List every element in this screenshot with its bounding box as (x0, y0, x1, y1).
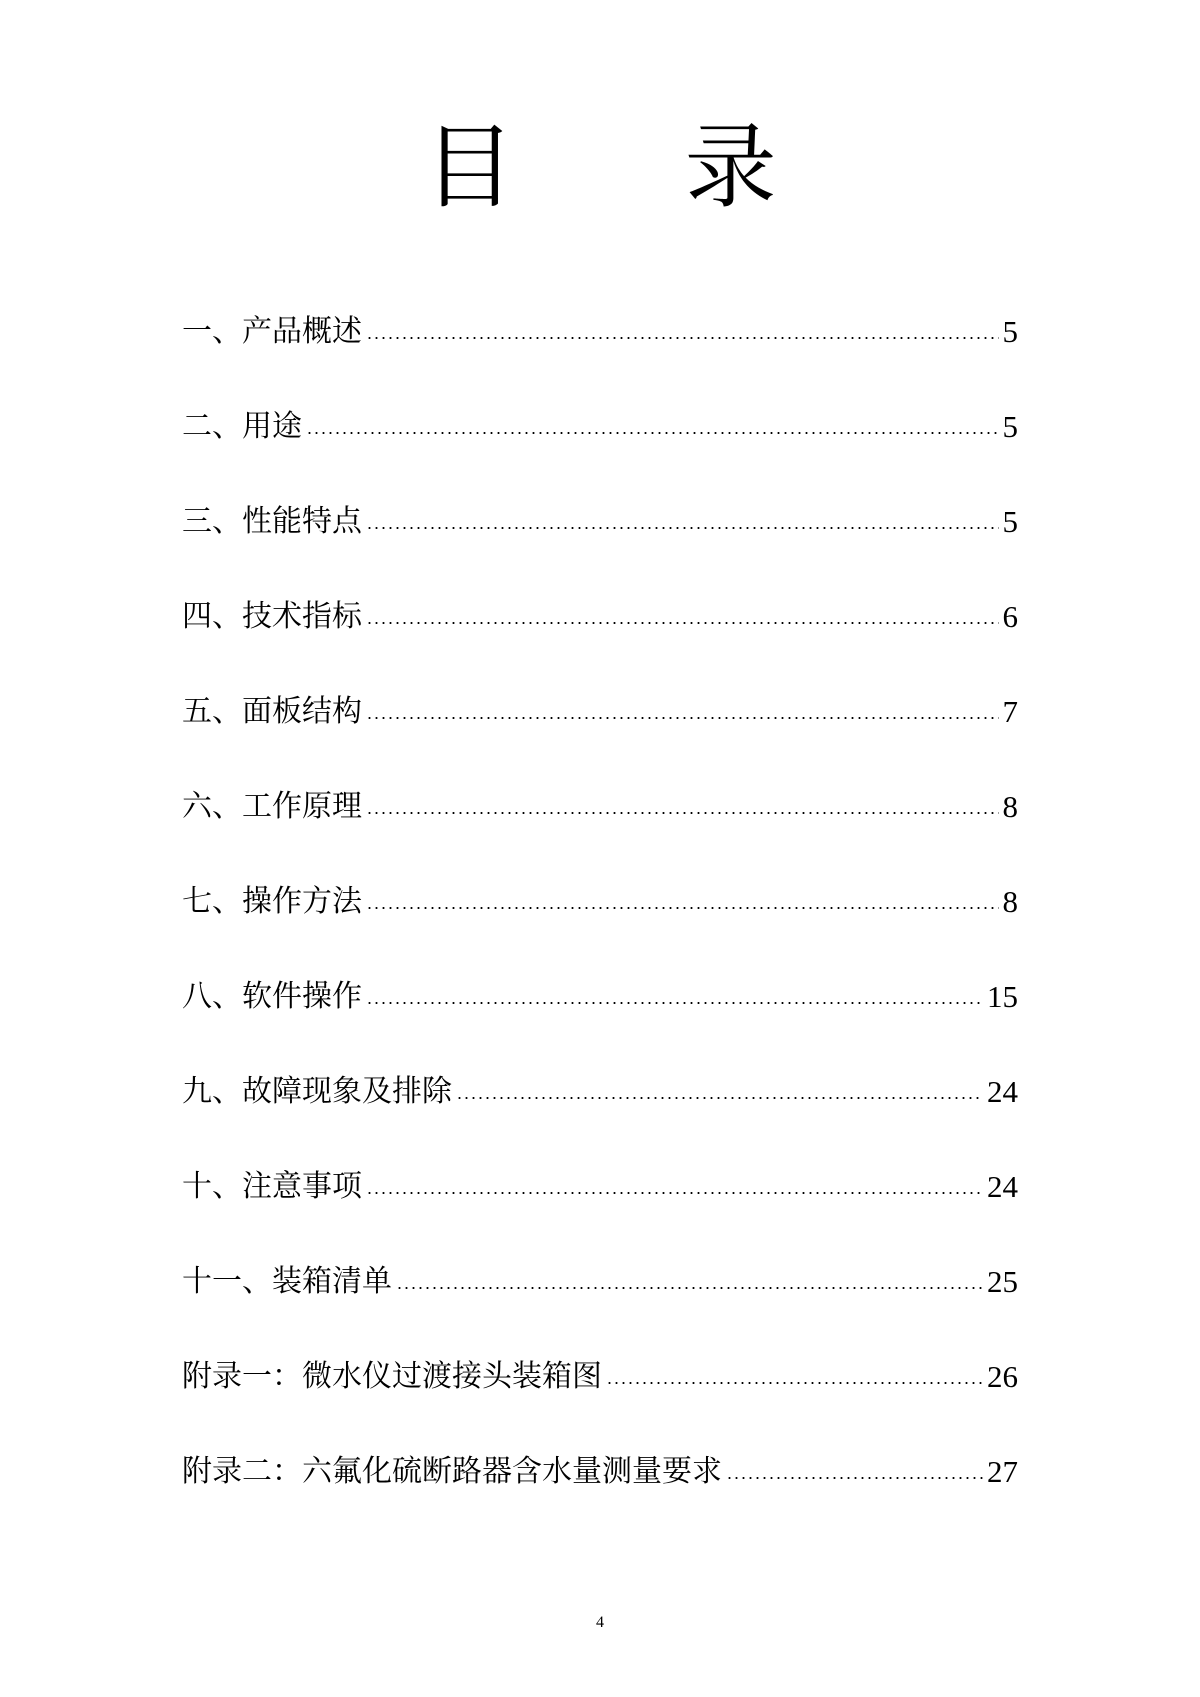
toc-entry[interactable] (182, 690, 1018, 734)
toc-entry-label: 十一、装箱清单 (182, 1264, 392, 1299)
toc-entry-page: 24 (987, 1074, 1018, 1109)
toc-entry-label: 八、软件操作 (182, 979, 362, 1014)
toc-entry[interactable] (182, 310, 1018, 354)
toc-entry[interactable] (182, 1070, 1018, 1114)
toc-entry-page: 24 (987, 1169, 1018, 1204)
dot-leader (366, 337, 999, 339)
toc-entry-label: 四、技术指标 (182, 599, 362, 634)
dot-leader (306, 432, 999, 434)
toc-entry-label: 附录二：六氟化硫断路器含水量测量要求 (182, 1454, 722, 1489)
toc-entry-page: 26 (987, 1359, 1018, 1394)
dot-leader (456, 1097, 983, 1099)
toc-entry-page: 6 (1002, 599, 1018, 634)
dot-leader (366, 1192, 983, 1194)
toc-entry[interactable] (182, 975, 1018, 1019)
toc-entry-page: 8 (1002, 789, 1018, 824)
toc-entry[interactable] (182, 405, 1018, 449)
toc-entry-label: 二、用途 (182, 409, 302, 444)
toc-entry-label: 附录一：微水仪过渡接头装箱图 (182, 1359, 602, 1394)
dot-leader (396, 1287, 983, 1289)
toc-entry-page: 7 (1002, 694, 1018, 729)
page-number: 4 (596, 1614, 604, 1631)
toc-entry-page: 5 (1002, 504, 1018, 539)
dot-leader (606, 1382, 983, 1384)
toc-entry-label: 六、工作原理 (182, 789, 362, 824)
toc-entry-label: 九、故障现象及排除 (182, 1074, 452, 1109)
dot-leader (366, 622, 999, 624)
toc-entry-label: 十、注意事项 (182, 1169, 362, 1204)
toc-entry[interactable] (182, 500, 1018, 544)
dot-leader (366, 812, 999, 814)
toc-entry[interactable] (182, 880, 1018, 924)
dot-leader (366, 1002, 983, 1004)
toc-entry-page: 27 (987, 1454, 1018, 1489)
toc-entry-label: 一、产品概述 (182, 314, 362, 349)
toc-entry-label: 三、性能特点 (182, 504, 362, 539)
toc-entry-page: 5 (1002, 314, 1018, 349)
dot-leader (366, 717, 999, 719)
toc-entry[interactable] (182, 1355, 1018, 1399)
toc-title: 目 录 (423, 114, 847, 221)
toc-entry-page: 25 (987, 1264, 1018, 1299)
toc-entry-label: 五、面板结构 (182, 694, 362, 729)
dot-leader (366, 527, 999, 529)
toc-entry-page: 15 (987, 979, 1018, 1014)
toc-entry[interactable] (182, 595, 1018, 639)
dot-leader (726, 1477, 983, 1479)
toc-entry[interactable] (182, 1260, 1018, 1304)
toc-entry[interactable] (182, 1165, 1018, 1209)
toc-entry[interactable] (182, 1450, 1018, 1494)
toc-entry-page: 8 (1002, 884, 1018, 919)
dot-leader (366, 907, 999, 909)
toc-entry-page: 5 (1002, 409, 1018, 444)
toc-entry-label: 七、操作方法 (182, 884, 362, 919)
toc-entry[interactable] (182, 785, 1018, 829)
